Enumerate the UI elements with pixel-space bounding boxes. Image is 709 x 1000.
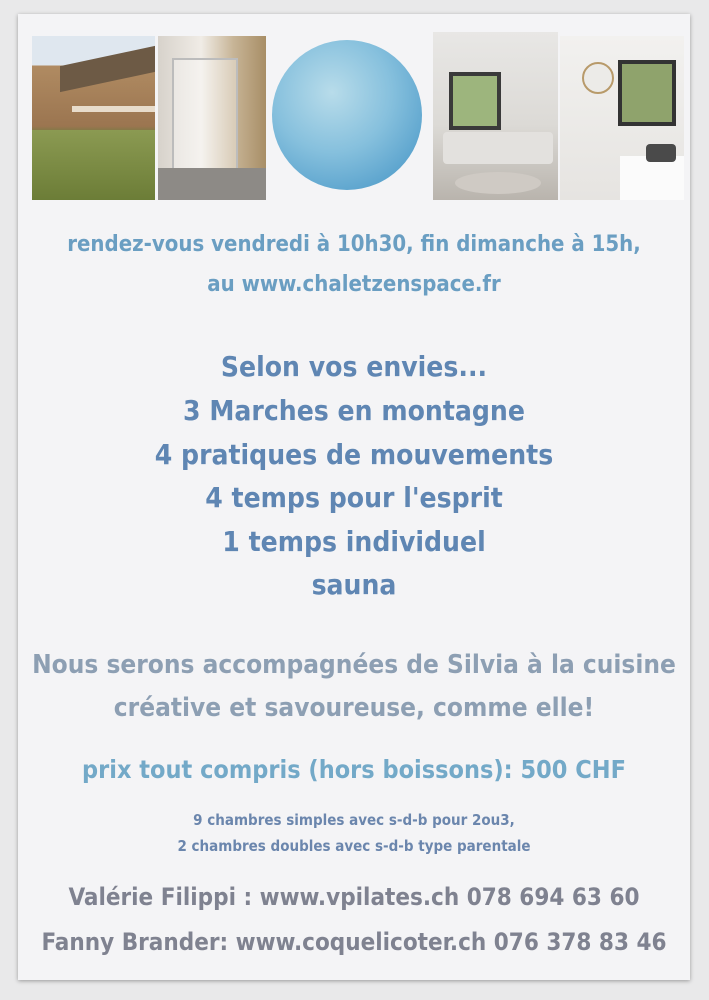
flyer-card bbox=[18, 14, 690, 980]
program-item: 1 temps individuel bbox=[222, 525, 486, 558]
rooms-text: 9 chambres simples avec s-d-b pour 2ou3, bbox=[193, 811, 515, 829]
schedule-text: rendez-vous vendredi à 10h30, fin dimanche à 15h, bbox=[67, 232, 641, 257]
program-item: 4 pratiques de mouvements bbox=[154, 438, 554, 471]
program-item: 4 temps pour l'esprit bbox=[205, 481, 503, 514]
website-text: au www.chaletzenspace.fr bbox=[207, 272, 501, 297]
living-room-photo bbox=[433, 32, 558, 200]
price-text: prix tout compris (hors boissons): 500 CHF bbox=[82, 755, 626, 784]
program-item: sauna bbox=[311, 568, 397, 601]
rooms-text: 2 chambres doubles avec s-d-b type parentale bbox=[177, 837, 531, 855]
watercolor-circle bbox=[272, 40, 422, 190]
cuisine-text: Nous serons accompagnées de Silvia à la cuisine bbox=[32, 650, 676, 680]
program-item: 3 Marches en montagne bbox=[183, 394, 525, 427]
cuisine-text: créative et savoureuse, comme elle! bbox=[113, 693, 595, 723]
program-item: Selon vos envies... bbox=[220, 350, 488, 383]
sauna-photo bbox=[158, 36, 266, 200]
bedroom-photo bbox=[560, 36, 684, 200]
contact-valerie: Valérie Filippi : www.vpilates.ch 078 694 63 60 bbox=[68, 883, 640, 911]
contact-fanny: Fanny Brander: www.coquelicoter.ch 076 378 83 46 bbox=[41, 928, 667, 956]
chalet-exterior-photo bbox=[32, 36, 155, 200]
